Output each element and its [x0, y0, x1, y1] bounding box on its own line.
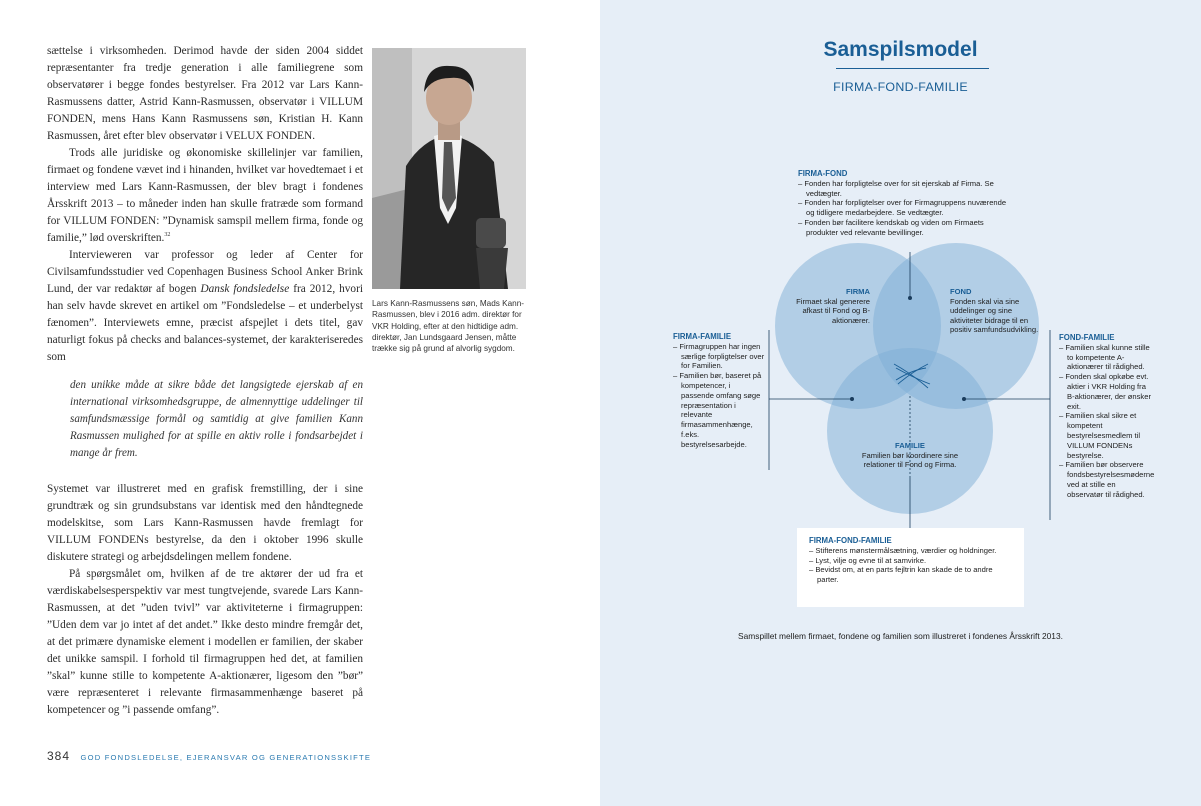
- page-number: 384: [47, 749, 71, 763]
- left-page: [0, 0, 600, 806]
- paragraph-5: På spørgsmålet om, hvilken af de tre aktører der ud fra et værdiskabelsesperspektiv var mest tungtvejende, svarede Lars Kann-Rasmussen, at det ”uden tvivl” var aktiviteterne i firmagruppen: ”Uden dem var jo intet af det andet.” Ikke desto mindre fremgår det, at det primære dynamiske element i modellen er familien, der skaber det unikke samspil. I forhold til firmagruppen hed det, at familien ”skal” kunne stille to kompetente A-aktionærer, ligesom den ”bør” være repræsenteret i relevante firmasammenhænge baseret på kompetencer og ”i passende omfang”.: [47, 568, 363, 716]
- box-fond-familie-heading: FOND-FAMILIE: [1059, 333, 1115, 342]
- photo-caption: Lars Kann-Rasmussens søn, Mads Kann-Rasmussen, blev i 2016 adm. direktør for VKR Holding, efter at den hidtidige adm. direktør, Jan Lundsgaard Jensen, måtte trække sig på grund af alvorlig sygdom.: [372, 299, 524, 354]
- list-item: – Fonden har forpligtelse over for sit ejerskab af Firma. Se vedtægter.: [798, 179, 1016, 199]
- block-quote: den unikke måde at sikre både det langsigtede ejerskab af en international virksomhedsgruppe, de almennyttige uddelinger til samfundsmæssige formål og samtidig at give familien Kann Rasmussen mulighed for at spille en aktiv rolle i fondsarbejdet i mange år frem.: [70, 379, 363, 459]
- figure-title: Samspilsmodel: [823, 38, 978, 61]
- circle-firma-heading: FIRMA: [845, 287, 870, 296]
- list-item: – Familien skal sikre et kompetent bestyrelsesmedlem til VILLUM FONDENs bestyrelse.: [1059, 411, 1151, 460]
- book-title: Dansk fondsledelse: [200, 283, 290, 295]
- circle-label-familie: [855, 441, 965, 470]
- list-item: – Familien bør, baseret på kompetencer, i passende omfang søge repræsentation i relevante firmasammenhænge, f.eks. bestyrelsesarbejde.: [673, 371, 765, 449]
- body-column-top: [47, 43, 363, 366]
- list-item: – Lyst, vilje og evne til at samvirke.: [809, 556, 1012, 566]
- box-firma-familie-heading: FIRMA-FAMILIE: [673, 332, 732, 341]
- circle-familie-heading: FAMILIE: [895, 441, 925, 450]
- paragraph-3: Intervieweren var professor og leder af Center for Civilsamfundsstudier ved Copenhagen Business School Anker Brink Lund, der var redaktør af bogen Dansk fondsledelse fra 2012, hvori han selv havde skrevet en artikel om ”Fondsledelse – et underbelyst fænomen”. Interviewets emne, præcist afspejlet i dets titel, gav naturligt fokus på checks and balances-systemet, der karakteriseredes som: [47, 249, 363, 363]
- right-page: [600, 0, 1201, 806]
- running-title: GOD FONDSLEDELSE, EJERANSVAR OG GENERATIONSSKIFTE: [80, 753, 372, 762]
- circle-label-fond: [950, 287, 1040, 335]
- box-firma-fond: [798, 169, 1016, 238]
- paragraph-4: Systemet var illustreret med en grafisk fremstilling, der i sine grundtræk og sin grundsubstans var identisk med den håndtegnede modelskitse, som Lars Kann-Rasmussen havde fremlagt for VILLUM FONDENs bestyrelse, da den i oktober 1996 skulle diskutere strategi og arbejdsdelingen mellem fondene.: [47, 483, 363, 563]
- circle-firma-text: Firmaet skal generere afkast til Fond og B-aktionærer.: [796, 296, 870, 325]
- circle-label-firma: [796, 287, 870, 325]
- figure-subtitle: FIRMA-FOND-FAMILIE: [833, 80, 968, 94]
- footnote-ref: 32: [164, 232, 171, 239]
- circle-fond-text: Fonden skal via sine uddelinger og sine aktiviteter bidrage til en positiv samfundsudvikling.: [950, 296, 1039, 335]
- circle-fond-heading: FOND: [950, 287, 972, 296]
- paragraph-2: Trods alle juridiske og økonomiske skillelinjer var familien, firmaet og fondene vævet ind i hinanden, hvilket var hovedtemaet i et interview med Lars Kann-Rasmussen, der blev bragt i fondenes Årsskrift 2013 – to måneder inden han skulle fratræde som formand for VILLUM FONDEN: ”Dynamisk samspil mellem firma, fonde og familie,” lød overskriften.$^{32}$: [47, 147, 363, 244]
- list-item: – Fonden skal opkøbe evt. aktier i VKR Holding fra B-aktionærer, der ønsker exit.: [1059, 372, 1151, 411]
- list-item: – Stifterens mønstermålsætning, værdier og holdninger.: [809, 546, 1012, 556]
- folio: [47, 747, 371, 765]
- circle-familie-text: Familien bør koordinere sine relationer til Fond og Firma.: [861, 450, 959, 470]
- list-item: – Bevidst om, at en parts fejltrin kan skade de to andre parter.: [809, 565, 1012, 585]
- box-firma-fond-familie-heading: FIRMA-FOND-FAMILIE: [809, 536, 892, 545]
- list-item: – Familien skal kunne stille to kompetente A-aktionærer til rådighed.: [1059, 343, 1151, 372]
- box-firma-fond-heading: FIRMA-FOND: [798, 169, 848, 178]
- box-firma-fond-familie: [797, 528, 1024, 607]
- box-fond-familie: [1059, 333, 1155, 500]
- list-item: – Fonden bør facilitere kendskab og viden om Firmaets produkter ved relevante bevillinger.: [798, 218, 1016, 238]
- box-firma-familie: [673, 332, 765, 450]
- list-item: – Firmagruppen har ingen særlige forpligtelser over for Familien.: [673, 342, 765, 371]
- body-column-bottom: [47, 481, 363, 719]
- list-item: – Familien bør observere fondsbestyrelsesmøderne ved at stille en observatør til rådighed.: [1059, 460, 1151, 499]
- paragraph-1: sættelse i virksomheden. Derimod havde der siden 2004 siddet repræsentanter fra tredje generation i alle familiegrene som observatører i begge fondes bestyrelser. Fra 2012 var Lars Kann-Rasmussens datter, Astrid Kann-Rasmussen, observatør i VILLUM FONDEN, mens Hans Kann Rasmussens søn, Kristian H. Kann Rasmussen, året efter blev observatør i VELUX FONDEN.: [47, 45, 363, 142]
- portrait-illustration: [372, 48, 526, 289]
- figure-caption: Samspillet mellem firmaet, fondene og familien som illustreret i fondenes Årsskrift 2013.: [738, 631, 1063, 641]
- portrait-photo: [372, 48, 526, 289]
- list-item: – Fonden har forpligtelser over for Firmagruppens nuværende og tidligere medarbejdere. Se vedtægter.: [798, 198, 1016, 218]
